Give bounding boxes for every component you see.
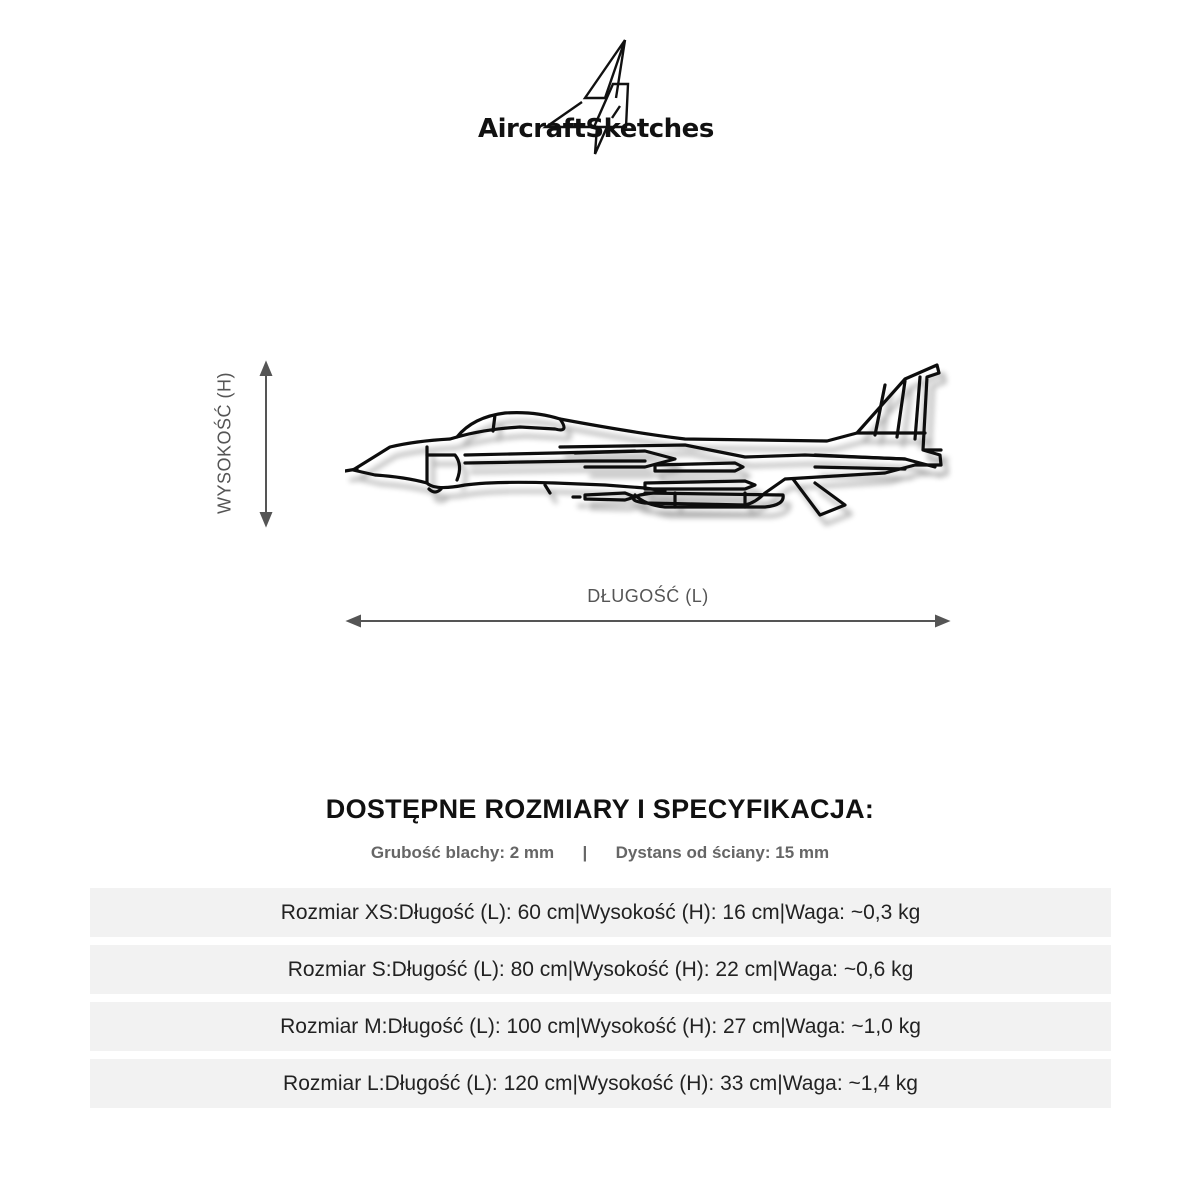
size-height: Wysokość (H): 22 cm bbox=[573, 957, 773, 981]
size-length: Długość (L): 100 cm bbox=[387, 1014, 576, 1038]
size-name: Rozmiar L: bbox=[283, 1071, 385, 1095]
size-name: Rozmiar S: bbox=[287, 957, 392, 981]
fighter-jet-silhouette bbox=[345, 355, 960, 540]
separator: | bbox=[779, 900, 786, 924]
length-arrow-right-icon bbox=[936, 616, 948, 626]
size-row-s bbox=[90, 945, 1111, 994]
size-name: Rozmiar M: bbox=[280, 1014, 388, 1038]
separator: | bbox=[575, 1014, 581, 1038]
height-arrow-up-icon bbox=[261, 363, 271, 375]
size-weight: Waga: ~0,3 kg bbox=[785, 900, 921, 924]
separator: | bbox=[780, 1014, 786, 1038]
size-row-xs bbox=[90, 888, 1111, 937]
size-weight: Waga: ~1,4 kg bbox=[782, 1071, 918, 1095]
length-arrow-left-icon bbox=[348, 616, 360, 626]
separator: | bbox=[777, 1071, 783, 1095]
separator: | bbox=[567, 957, 574, 981]
size-height: Wysokość (H): 27 cm bbox=[580, 1014, 781, 1038]
size-weight: Waga: ~1,0 kg bbox=[785, 1014, 921, 1038]
separator: | bbox=[772, 957, 779, 981]
height-label: WYSOKOŚĆ (H) bbox=[214, 371, 235, 515]
size-height: Wysokość (H): 33 cm bbox=[577, 1071, 778, 1095]
specs-title: DOSTĘPNE ROZMIARY I SPECYFIKACJA: bbox=[325, 794, 875, 824]
sheet-thickness: Grubość blachy: 2 mm bbox=[370, 843, 555, 862]
size-name: Rozmiar XS: bbox=[280, 900, 399, 924]
size-table bbox=[90, 888, 1111, 1116]
wall-distance: Dystans od ściany: 15 mm bbox=[615, 843, 830, 862]
size-weight: Waga: ~0,6 kg bbox=[778, 957, 914, 981]
size-length: Długość (L): 120 cm bbox=[384, 1071, 573, 1095]
subtitle-separator: | bbox=[582, 843, 588, 862]
size-row-m bbox=[90, 1002, 1111, 1051]
size-length: Długość (L): 80 cm bbox=[391, 957, 568, 981]
separator: | bbox=[574, 900, 581, 924]
specs-subtitle bbox=[0, 843, 1200, 863]
size-length: Długość (L): 60 cm bbox=[398, 900, 575, 924]
size-height: Wysokość (H): 16 cm bbox=[580, 900, 780, 924]
separator: | bbox=[572, 1071, 578, 1095]
length-label: DŁUGOŚĆ (L) bbox=[587, 586, 709, 606]
size-row-l bbox=[90, 1059, 1111, 1108]
height-arrow-down-icon bbox=[261, 513, 271, 525]
brand-name: AircraftSketches bbox=[478, 114, 714, 144]
